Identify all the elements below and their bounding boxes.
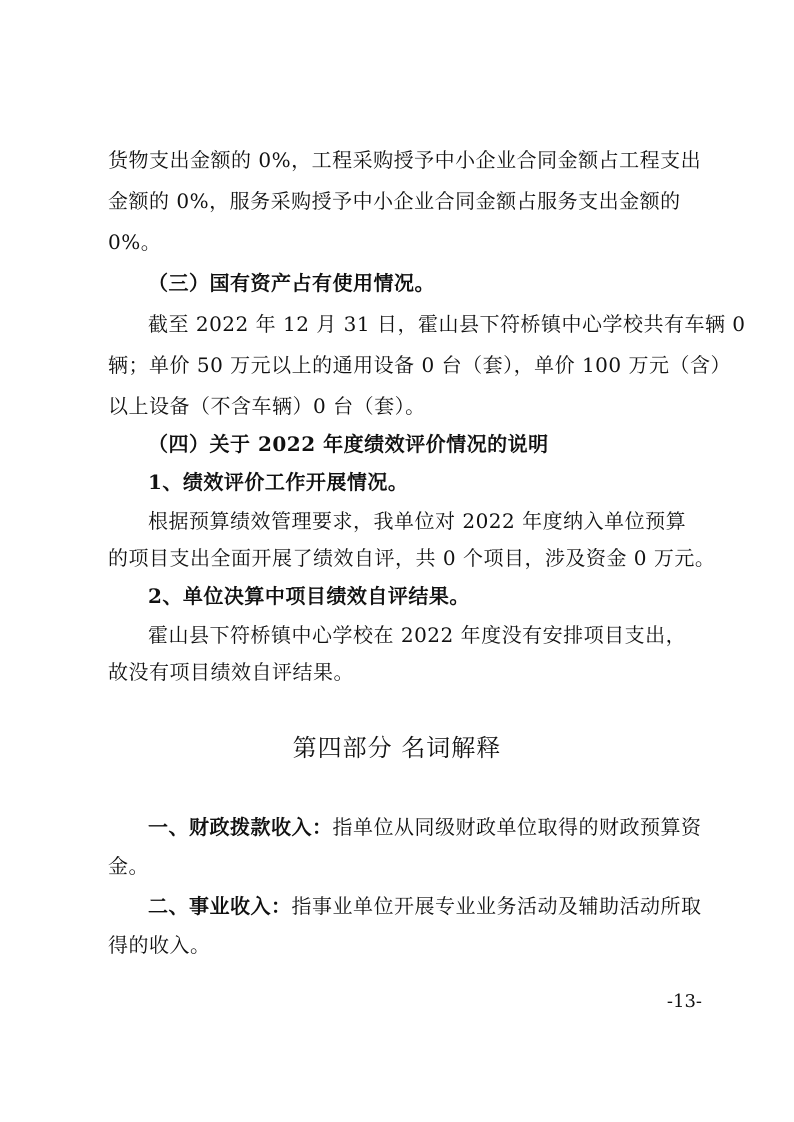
performance-sub2-heading: 2、单位决算中项目绩效自评结果。: [148, 584, 470, 608]
term-2: [148, 891, 702, 921]
procurement-line-2: 金额的 0%，服务采购授予中小企业合同金额占服务支出金额的: [108, 189, 681, 213]
performance-heading: （四）关于 2022 年度绩效评价情况的说明: [148, 432, 549, 456]
procurement-line-3: 0%。: [108, 230, 162, 254]
performance-sub1-line-2: 的项目支出全面开展了绩效自评，共 0 个项目，涉及资金 0 万元。: [108, 546, 716, 570]
assets-line-1: 截至 2022 年 12 月 31 日，霍山县下符桥镇中心学校共有车辆 0: [148, 312, 746, 336]
term-1: [148, 812, 702, 842]
term-1-continuation: 金。: [108, 854, 149, 878]
part4-title: 第四部分 名词解释: [292, 734, 502, 762]
performance-sub2-line-2: 故没有项目绩效自评结果。: [108, 660, 354, 684]
term-1-text: 指单位从同级财政单位取得的财政预算资: [332, 815, 702, 839]
performance-sub2-line-1: 霍山县下符桥镇中心学校在 2022 年度没有安排项目支出，: [148, 623, 687, 647]
procurement-line-1: 货物支出金额的 0%，工程采购授予中小企业合同金额占工程支出: [108, 148, 702, 172]
performance-sub1-heading: 1、绩效评价工作开展情况。: [148, 470, 409, 494]
term-2-label: 二、事业收入：: [148, 894, 292, 918]
performance-sub1-line-1: 根据预算绩效管理要求，我单位对 2022 年度纳入单位预算: [148, 509, 687, 533]
page-number: -13-: [666, 991, 702, 1012]
assets-line-2: 辆；单价 50 万元以上的通用设备 0 台（套），单价 100 万元（含）: [108, 353, 731, 377]
term-2-continuation: 得的收入。: [108, 933, 211, 957]
term-2-text: 指事业单位开展专业业务活动及辅助活动所取: [291, 894, 702, 918]
assets-line-3: 以上设备（不含车辆）0 台（套）。: [108, 394, 426, 418]
term-1-label: 一、财政拨款收入：: [148, 815, 333, 839]
assets-heading: （三）国有资产占有使用情况。: [148, 271, 435, 295]
